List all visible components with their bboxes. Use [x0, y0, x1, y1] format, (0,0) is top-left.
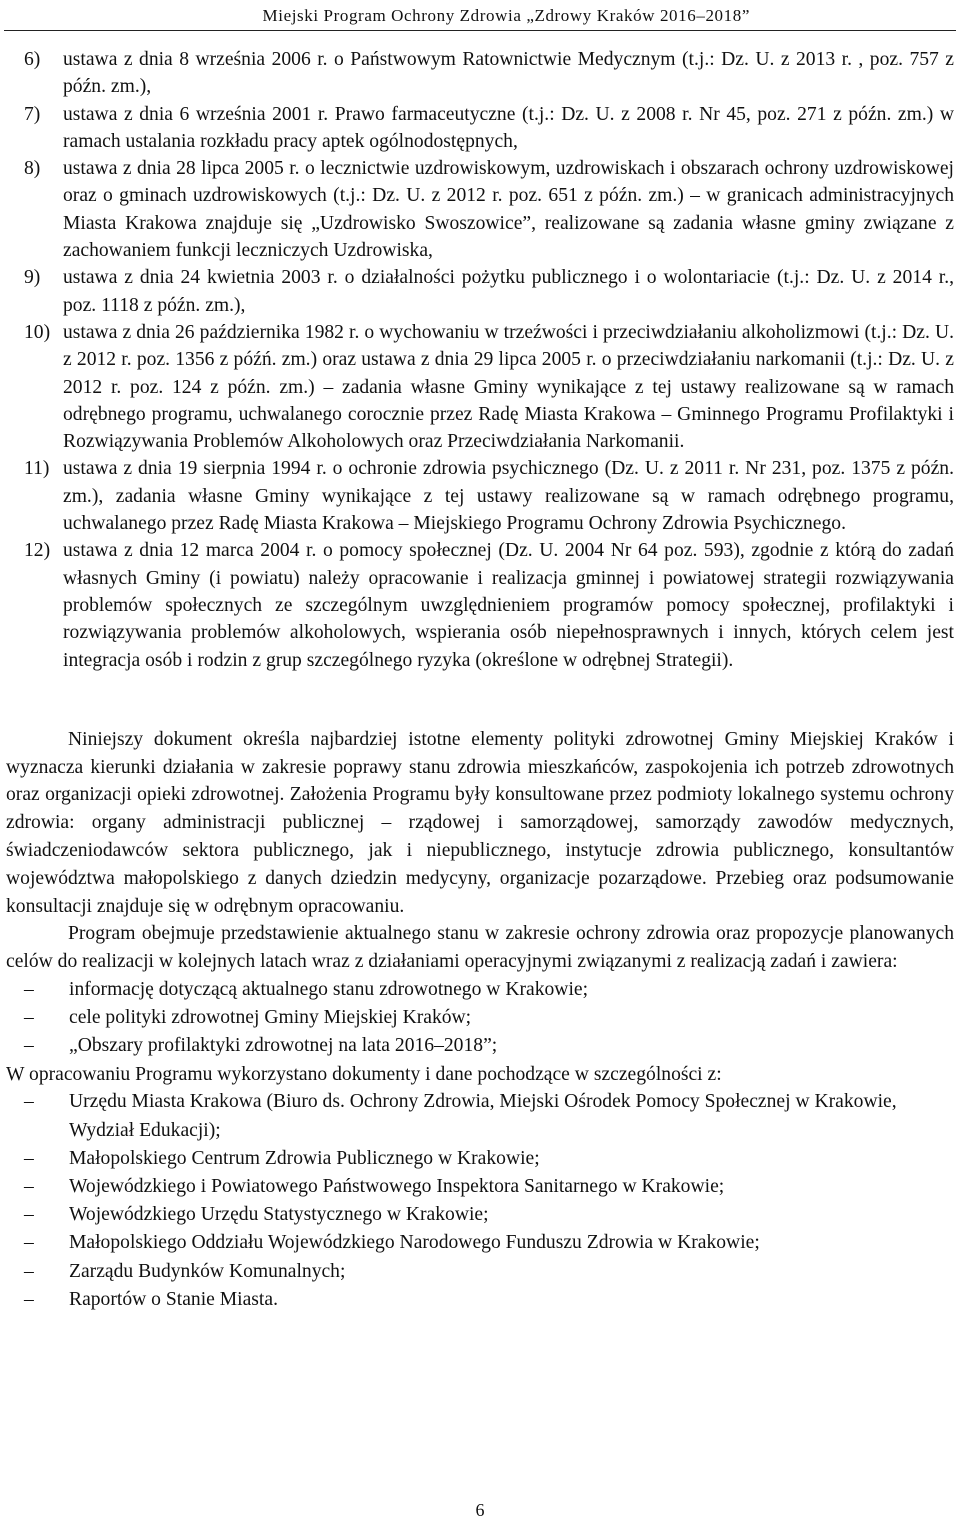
list-item-text: Wojewódzkiego i Powiatowego Państwowego Inspektora Sanitarnego w Krakowie;: [69, 1176, 725, 1198]
list-item: [6, 1088, 954, 1144]
list-item-text: Raportów o Stanie Miasta.: [69, 1288, 278, 1310]
list-item-text: Małopolskiego Oddziału Wojewódzkiego Narodowego Funduszu Zdrowia w Krakowie;: [69, 1232, 760, 1254]
sources-intro: W opracowaniu Programu wykorzystano dokumenty i dane pochodzące w szczególności z:: [6, 1063, 722, 1085]
legal-act-item: [6, 319, 954, 455]
dash-bullet: –: [24, 1091, 34, 1113]
legal-act-number: 6): [24, 49, 41, 70]
page-content: [6, 46, 954, 1314]
list-item: [6, 1258, 954, 1286]
dash-bullet: –: [24, 979, 34, 1000]
dash-bullet: –: [24, 1232, 34, 1254]
intro-paragraph: Niniejszy dokument określa najbardziej istotne elementy polityki zdrowotnej Gminy Miejskiej Kraków i wyznacza kierunki działania w zakresie poprawy stanu zdrowia mieszkańców, zaspokojenia ich potrzeb zdrowotnych oraz organizacji opieki zdrowotnej. Założenia Programu były konsultowane przez podmioty lokalnego systemu ochrony zdrowia: organy administracji publicznej – rządowej i samorządowej, samorządy zawodów medycznych, świadczeniodawców sektora publicznego, jak i niepublicznego, instytucje zdrowia publicznego, konsultantów województwa małopolskiego z danych dziedzin medycyny, organizacje pozarządowe. Przebieg oraz podsumowanie konsultacji znajduje się w odrębnym opracowaniu.: [6, 728, 954, 917]
list-item-text: Urzędu Miasta Krakowa (Biuro ds. Ochrony Zdrowia, Miejski Ośrodek Pomocy Społecznej w Krakowie, Wydział Edukacji);: [69, 1091, 897, 1141]
list-item-text: informację dotyczącą aktualnego stanu zdrowotnego w Krakowie;: [69, 979, 589, 1000]
legal-act-number: 7): [24, 103, 41, 125]
program-contents-list: [6, 976, 954, 1061]
list-item-text: cele polityki zdrowotnej Gminy Miejskiej Kraków;: [69, 1007, 472, 1029]
legal-act-text: ustawa z dnia 19 sierpnia 1994 r. o ochronie zdrowia psychicznego (Dz. U. z 2011 r. Nr 231, poz. 1375 z późn. zm.), zadania własne Gminy wynikające z tej ustawy realizowane są w ramach odrębnego programu, uchwalanego przez Radę Miasta Krakowa – Miejskiego Programu Ochrony Zdrowia Psychicznego.: [63, 458, 954, 535]
legal-act-item: [6, 155, 954, 264]
legal-act-text: ustawa z dnia 26 października 1982 r. o wychowaniu w trzeźwości i przeciwdziałaniu alkoholizmowi (t.j.: Dz. U. z 2012 r. poz. 1356 z późń. zm.) oraz ustawa z dnia 29 lipca 2005 r. o przeciwdziałaniu narkomanii (t.j.: Dz. U. z 2012 r. poz. 124 z późn. zm.) – zadania własne Gminy wynikające z tej ustawy realizowane są w ramach odrębnego programu, uchwalanego corocznie przez Radę Miasta Krakowa – Gminnego Programu Profilaktyki i Rozwiązywania Problemów Alkoholowych oraz Przeciwdziałania Narkomanii.: [63, 321, 954, 453]
sources-list: [6, 1088, 954, 1314]
legal-act-item: [6, 537, 954, 673]
dash-bullet: –: [24, 1204, 34, 1226]
dash-bullet: –: [24, 1176, 34, 1198]
legal-act-number: 11): [24, 458, 50, 480]
legal-act-number: 12): [24, 540, 51, 562]
dash-bullet: –: [24, 1288, 34, 1310]
legal-act-text: ustawa z dnia 12 marca 2004 r. o pomocy społecznej (Dz. U. 2004 Nr 64 poz. 593), zgodnie z którą do zadań własnych Gminy (i powiatu) należy opracowanie i realizacja gminnej i powiatowej strategii rozwiązywania problemów społecznych ze szczególnym uwzględnieniem programów pomocy społecznej, profilaktyki i rozwiązywania problemów alkoholowych, wspierania osób niepełnosprawnych i innych, których celem jest integracja osób i rodzin z grup szczególnego ryzyka (określone w odrębnej Strategii).: [63, 540, 954, 671]
legal-act-number: 8): [24, 158, 41, 180]
dash-bullet: –: [24, 1007, 34, 1029]
legal-act-item: [6, 455, 954, 537]
legal-act-number: 10): [24, 321, 51, 343]
dash-bullet: –: [24, 1035, 34, 1057]
dash-bullet: –: [24, 1260, 34, 1282]
list-item-text: „Obszary profilaktyki zdrowotnej na lata 2016–2018”;: [69, 1035, 498, 1057]
list-item-text: Małopolskiego Centrum Zdrowia Publicznego w Krakowie;: [69, 1147, 540, 1169]
list-item: [6, 1032, 954, 1060]
header-divider: [4, 30, 956, 31]
list-item-text: Wojewódzkiego Urzędu Statystycznego w Krakowie;: [69, 1204, 489, 1226]
legal-act-number: 9): [24, 267, 41, 289]
legal-act-item: [6, 46, 954, 101]
legal-act-text: ustawa z dnia 6 września 2001 r. Prawo farmaceutyczne (t.j.: Dz. U. z 2008 r. Nr 45, poz. 271 z późn. zm.) w ramach ustalania rozkładu pracy aptek ogólnodostępnych,: [63, 103, 954, 152]
legal-act-text: ustawa z dnia 28 lipca 2005 r. o lecznictwie uzdrowiskowym, uzdrowiskach i obszarach ochrony uzdrowiskowej oraz o gminach uzdrowiskowych (t.j.: Dz. U. z 2012 r. poz. 651 z późn. zm.) – w granicach administracyjnych Miasta Krakowa znajduje się „Uzdrowisko Swoszowice”, realizowane są zadania własne gminy związane z zachowaniem funkcji leczniczych Uzdrowiska,: [63, 158, 954, 262]
dash-bullet: –: [24, 1147, 34, 1169]
running-header: Miejski Program Ochrony Zdrowia „Zdrowy Kraków 2016–2018”: [262, 6, 750, 25]
legal-act-item: [6, 101, 954, 156]
list-item: [6, 1229, 954, 1257]
list-item: [6, 1201, 954, 1229]
list-item-text: Zarządu Budynków Komunalnych;: [69, 1260, 346, 1282]
legal-act-text: ustawa z dnia 8 września 2006 r. o Państwowym Ratownictwie Medycznym (t.j.: Dz. U. z 2013 r. , poz. 757 z późn. zm.),: [63, 49, 954, 98]
legal-act-item: [6, 264, 954, 319]
list-item: [6, 1004, 954, 1032]
legal-act-text: ustawa z dnia 24 kwietnia 2003 r. o działalności pożytku publicznego i o wolontariacie (t.j.: Dz. U. z 2014 r., poz. 1118 z późn. zm.),: [63, 267, 954, 316]
legal-acts-list: [6, 46, 954, 674]
list-item: [6, 1286, 954, 1314]
list-item: [6, 1145, 954, 1173]
list-item: [6, 1173, 954, 1201]
page-number: 6: [475, 1500, 485, 1520]
program-scope-paragraph: Program obejmuje przedstawienie aktualnego stanu w zakresie ochrony zdrowia oraz propozycje planowanych celów do realizacji w kolejnych latach wraz z działaniami operacyjnymi związanymi z realizacją zadań i zawiera:: [6, 923, 954, 973]
list-item: [6, 976, 954, 1004]
